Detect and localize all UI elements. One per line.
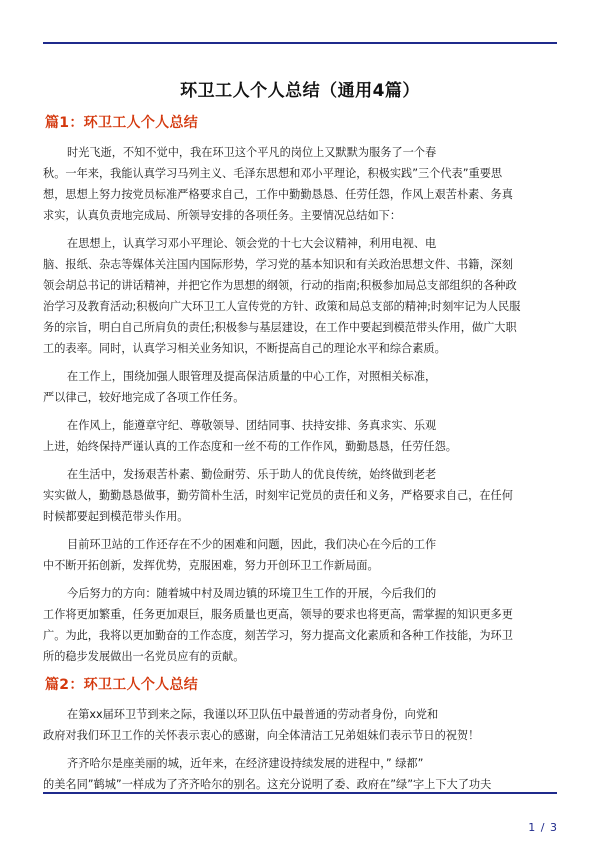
text-line: 务的宗旨，明白自己所肩负的责任;积极参与基层建设，在工作中要起到模范带头作用，做广大职 (43, 321, 517, 334)
text-line: 严以律己，较好地完成了各项工作任务。 (43, 391, 245, 404)
section-1-heading: 篇1：环卫工人个人总结 (45, 115, 199, 131)
text-line: 工的表率。同时，认真学习相关业务知识，不断提高自己的理论水平和综合素质。 (43, 342, 446, 355)
text-line: 在第xx届环卫节到来之际，我谨以环卫队伍中最普通的劳动者身份，向党和 (67, 708, 439, 721)
text-line: 今后努力的方向：随着城中村及周边镇的环境卫生工作的开展，今后我们的 (67, 587, 437, 600)
text-line: 求实，认真负责地完成局、所领导安排的各项任务。主要情况总结如下： (43, 209, 402, 222)
text-line: 在作风上，能遵章守纪、尊敬领导、团结同事、扶持安排、务真求实、乐观 (67, 419, 437, 432)
header-rule (43, 42, 557, 44)
footer-rule (43, 792, 557, 794)
text-line: 想，思想上努力按党员标准严格要求自己，工作中勤勤恳恳、任劳任怨，作风上艰苦朴素、务真 (43, 188, 513, 201)
paragraph (43, 534, 557, 576)
section-2-heading: 篇2：环卫工人个人总结 (45, 677, 199, 693)
document-body (43, 112, 557, 802)
paragraph (43, 366, 557, 408)
paragraph (43, 704, 557, 746)
text-line: 时光飞逝，不知不觉中，我在环卫这个平凡的岗位上又默默为服务了一个春 (67, 146, 437, 159)
document-title: 环卫工人个人总结（通用4篇） (180, 81, 420, 101)
text-line: 在工作上，围绕加强人眼管理及提高保洁质量的中心工作，对照相关标准， (67, 370, 437, 383)
text-line: 脑、报纸、杂志等媒体关注国内国际形势，学习党的基本知识和有关政治思想文件、书籍，深刻 (43, 258, 513, 271)
paragraph (43, 233, 557, 359)
text-line: 工作将更加繁重，任务更加艰巨，服务质量也更高，领导的要求也将更高，需掌握的知识更多更 (43, 608, 513, 621)
text-line: 广。为此，我将以更加勤奋的工作态度，刻苦学习，努力提高文化素质和各种工作技能，为环卫 (43, 629, 513, 642)
text-line: 在生活中，发扬艰苦朴素、勤俭耐劳、乐于助人的优良传统，始终做到老老 (67, 468, 437, 481)
page-number: 1 / 3 (528, 821, 558, 834)
paragraph (43, 753, 557, 795)
text-line: 政府对我们环卫工作的关怀表示衷心的感谢，向全体清洁工兄弟姐妹们表示节日的祝贺！ (43, 729, 480, 742)
section-2-body (43, 704, 557, 795)
text-line: 的美名同”鹤城”一样成为了齐齐哈尔的别名。这充分说明了委、政府在”绿”字上下大了功夫 (43, 778, 492, 791)
text-line: 时候都要起到模范带头作用。 (43, 510, 189, 523)
text-line: 齐齐哈尔是座美丽的城，近年来，在经济建设持续发展的进程中，” 绿都” (67, 757, 424, 770)
paragraph (43, 583, 557, 667)
text-line: 上进，始终保持严谨认真的工作态度和一丝不苟的工作作风，勤勤恳恳，任劳任怨。 (43, 440, 457, 453)
text-line: 实实做人，勤勤恳恳做事，勤劳简朴生活，时刻牢记党员的责任和义务，严格要求自己，在任何 (43, 489, 513, 502)
text-line: 在思想上，认真学习邓小平理论、领会党的十七大会议精神，利用电视、电 (67, 237, 437, 250)
text-line: 中不断开拓创新，发挥优势，克服困难，努力开创环卫工作新局面。 (43, 559, 379, 572)
text-line: 所的稳步发展做出一名党员应有的贡献。 (43, 650, 245, 663)
paragraph (43, 464, 557, 527)
text-line: 治学习及教育活动;积极向广大环卫工人宣传党的方针、政策和局总支部的精神;时刻牢记为人民服 (43, 300, 521, 313)
paragraph (43, 142, 557, 226)
text-line: 领会胡总书记的讲话精神，并把它作为思想的纲领，行动的指南;积极参加局总支部组织的各种政 (43, 279, 517, 292)
section-1-body (43, 142, 557, 667)
text-line: 秋。一年来，我能认真学习马列主义、毛泽东思想和邓小平理论，积极实践”三个代表”重要思 (43, 167, 503, 180)
paragraph (43, 415, 557, 457)
text-line: 目前环卫站的工作还存在不少的困难和问题，因此，我们决心在今后的工作 (67, 538, 437, 551)
